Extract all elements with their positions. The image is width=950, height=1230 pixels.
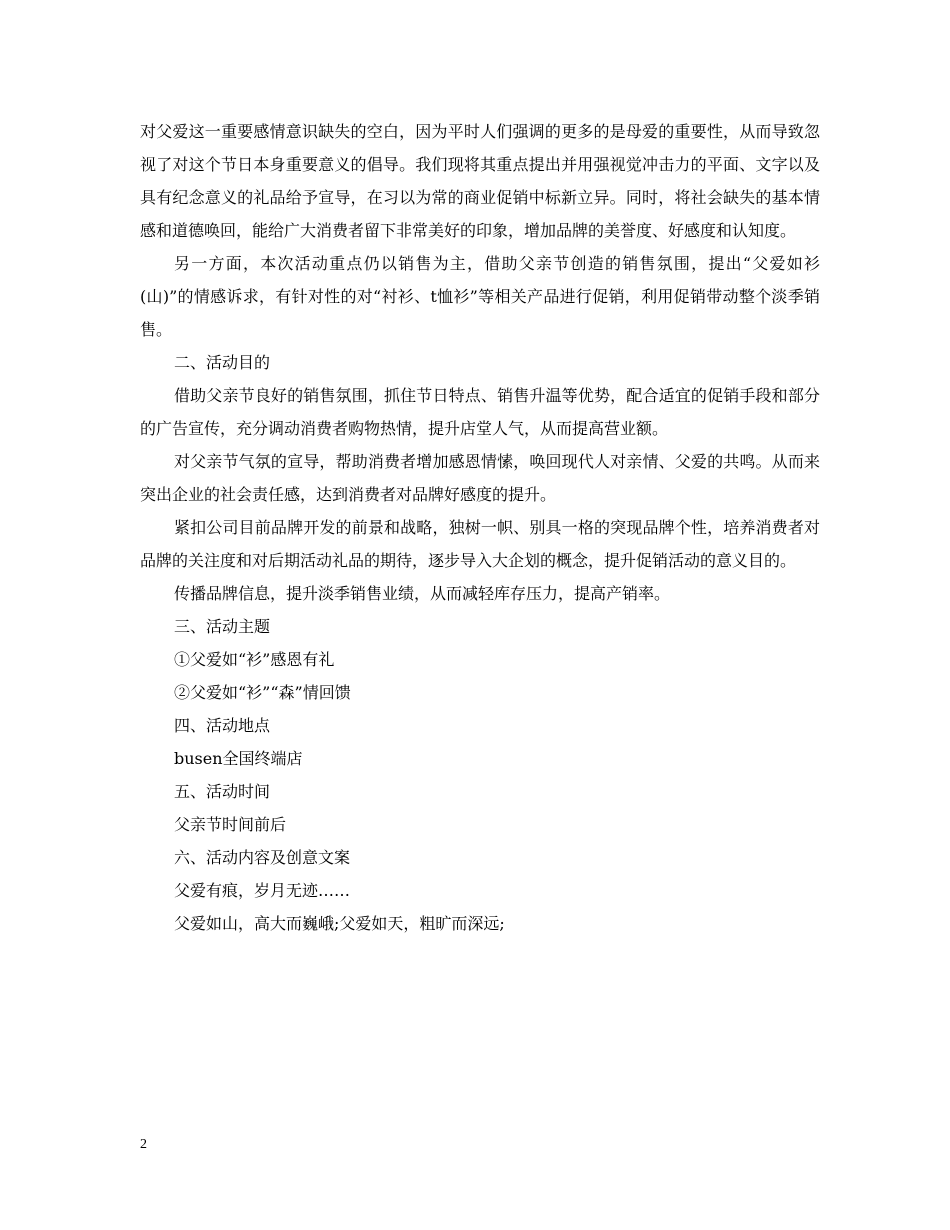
document-body — [140, 115, 820, 940]
page-number: 2 — [140, 1137, 147, 1152]
paragraph-purpose-1: 借助父亲节良好的销售氛围，抓住节日特点、销售升温等优势，配合适宜的促销手段和部分的广告宣传，充分调动消费者购物热情，提升店堂人气，从而提高营业额。 — [140, 386, 820, 438]
heading-activity-time: 五、活动时间 — [174, 782, 271, 801]
paragraph-other-aspect: 另一方面，本次活动重点仍以销售为主，借助父亲节创造的销售氛围，提出“父爱如衫(山)”的情感诉求，有针对性的对“衬衫、t恤衫”等相关产品进行促销，利用促销带动整个淡季销售。 — [140, 254, 820, 339]
copy-line-1: 父爱有痕，岁月无迹…… — [174, 881, 351, 900]
paragraph-continuation: 对父爱这一重要感情意识缺失的空白，因为平时人们强调的更多的是母爱的重要性，从而导致忽视了对这个节日本身重要意义的倡导。我们现将其重点提出并用强视觉冲击力的平面、文字以及具有纪念意义的礼品给予宣导，在习以为常的商业促销中标新立异。同时，将社会缺失的基本情感和道德唤回，能给广大消费者留下非常美好的印象，增加品牌的美誉度、好感度和认知度。 — [140, 122, 820, 240]
copy-line-2: 父爱如山，高大而巍峨;父爱如天，粗旷而深远; — [174, 914, 505, 933]
heading-activity-purpose: 二、活动目的 — [174, 353, 271, 372]
heading-activity-content: 六、活动内容及创意文案 — [174, 848, 351, 867]
location-text: busen全国终端店 — [174, 749, 303, 768]
heading-activity-location: 四、活动地点 — [174, 716, 271, 735]
paragraph-purpose-4: 传播品牌信息，提升淡季销售业绩，从而减轻库存压力，提高产销率。 — [174, 584, 671, 603]
theme-item-2: ②父爱如“衫”“森”情回馈 — [174, 683, 351, 702]
heading-activity-theme: 三、活动主题 — [174, 617, 271, 636]
paragraph-purpose-3: 紧扣公司目前品牌开发的前景和战略，独树一帜、别具一格的突现品牌个性，培养消费者对品牌的关注度和对后期活动礼品的期待，逐步导入大企划的概念，提升促销活动的意义目的。 — [140, 518, 820, 570]
paragraph-purpose-2: 对父亲节气氛的宣导，帮助消费者增加感恩情愫，唤回现代人对亲情、父爱的共鸣。从而来突出企业的社会责任感，达到消费者对品牌好感度的提升。 — [140, 452, 820, 504]
time-text: 父亲节时间前后 — [174, 815, 287, 834]
theme-item-1: ①父爱如“衫”感恩有礼 — [174, 650, 335, 669]
